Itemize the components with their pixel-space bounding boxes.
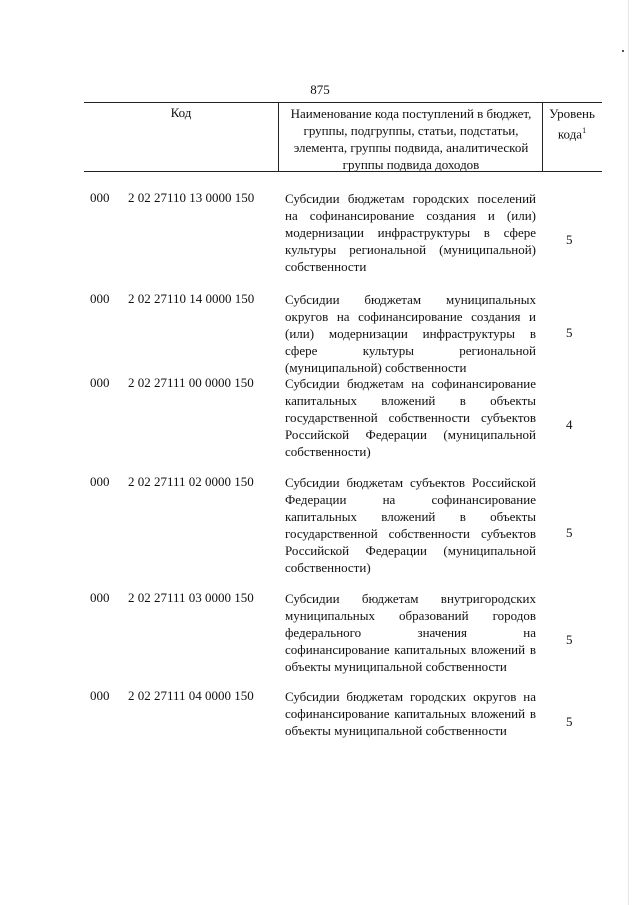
level-value: 5	[566, 325, 573, 340]
income-name: Субсидии бюджетам на софинансирование капитальных вложений в объекты государственной собственности субъектов Российской Федерации (муниципальной собственности)	[285, 376, 536, 459]
level-value: 5	[566, 525, 573, 540]
income-name: Субсидии бюджетам внутригородских муниципальных образований городов федерального значения на софинансирование капитальных вложений в объекты муниципальной собственности	[285, 591, 536, 674]
page-number: 875	[310, 82, 330, 97]
header-level	[542, 105, 602, 142]
header-level-footnote: 1	[582, 126, 587, 135]
admin-code: 000	[90, 190, 110, 205]
income-code: 2 02 27111 04 0000 150	[128, 688, 254, 703]
table-header	[84, 102, 602, 172]
income-name: Субсидии бюджетам муниципальных округов на софинансирование создания и (или) модернизации инфраструктуры в сфере культуры региональной (муниципальной) собственности	[285, 292, 536, 375]
income-code: 2 02 27111 03 0000 150	[128, 590, 254, 605]
income-name: Субсидии бюджетам городских поселений на софинансирование создания и (или) модернизации инфраструктуры в сфере культуры региональной (муниципальной) собственности	[285, 191, 536, 274]
income-code: 2 02 27111 02 0000 150	[128, 474, 254, 489]
level-value: 4	[566, 417, 573, 432]
header-level-label: Уровень кода	[549, 106, 595, 142]
header-divider	[278, 103, 279, 171]
header-code: Код	[170, 105, 192, 120]
income-name: Субсидии бюджетам городских округов на софинансирование капитальных вложений в объекты муниципальной собственности	[285, 689, 536, 738]
income-name: Субсидии бюджетам субъектов Российской Федерации на софинансирование капитальных вложений в объекты государственной собственности субъектов Российской Федерации (муниципальной собственности)	[285, 475, 536, 575]
income-code: 2 02 27110 14 0000 150	[128, 291, 255, 306]
admin-code: 000	[90, 291, 110, 306]
admin-code: 000	[90, 375, 110, 390]
page-edge-shadow	[628, 0, 629, 905]
admin-code: 000	[90, 590, 110, 605]
admin-code: 000	[90, 474, 110, 489]
level-value: 5	[566, 232, 573, 247]
admin-code: 000	[90, 688, 110, 703]
header-name: Наименование кода поступлений в бюджет, группы, подгруппы, статьи, подстатьи, элемента, группы подвида, аналитической группы подвида доходов	[290, 106, 532, 172]
level-value: 5	[566, 632, 573, 647]
income-code: 2 02 27110 13 0000 150	[128, 190, 255, 205]
level-value: 5	[566, 714, 573, 729]
income-code: 2 02 27111 00 0000 150	[128, 375, 254, 390]
scan-speck	[622, 50, 624, 52]
